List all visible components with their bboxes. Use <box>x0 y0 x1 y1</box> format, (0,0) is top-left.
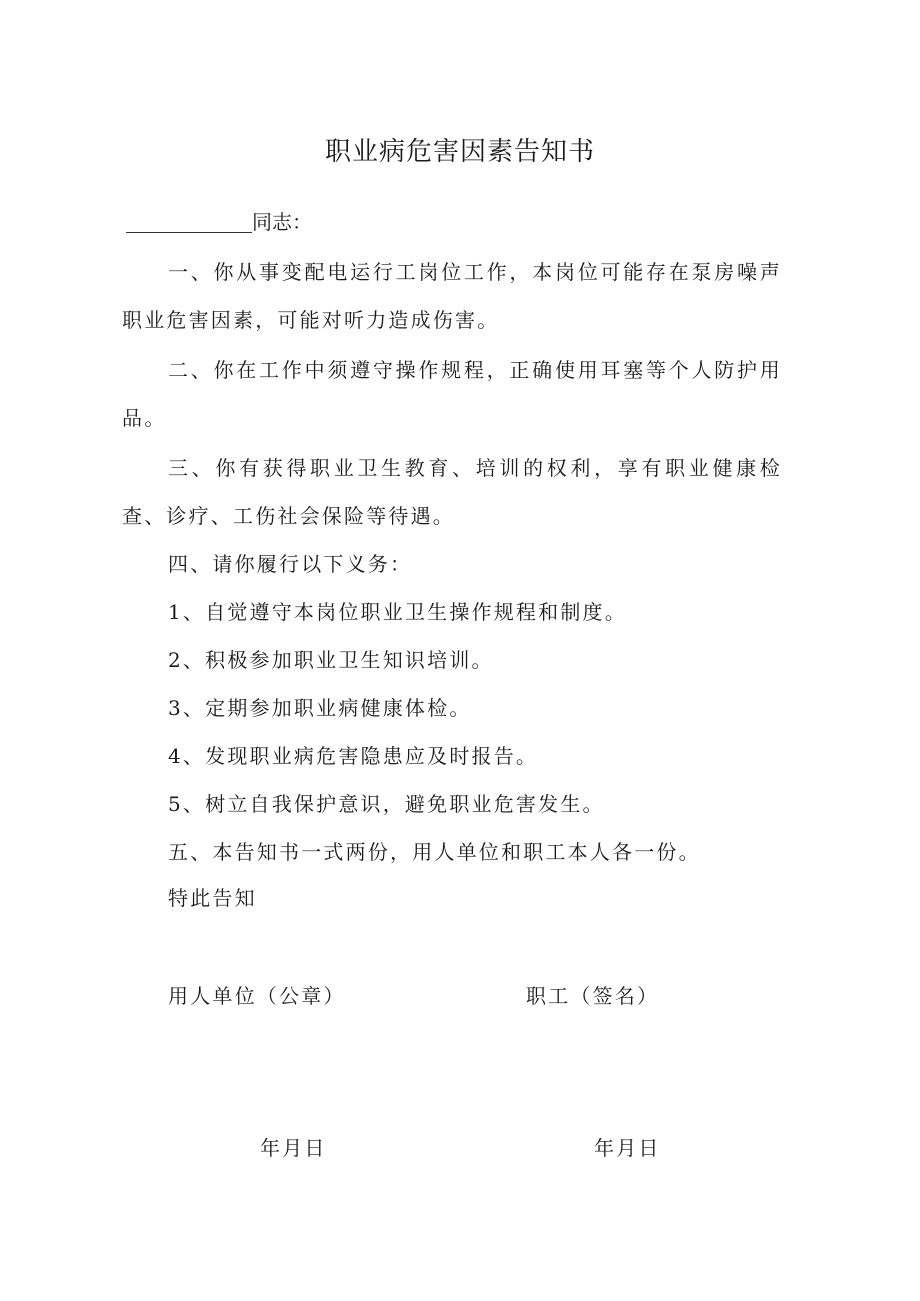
obligation-item-2: 2、积极参加职业卫生知识培训。 <box>168 648 494 672</box>
employee-date: 年月日 <box>594 1136 661 1160</box>
obligation-item-1: 1、自觉遵守本岗位职业卫生操作规程和制度。 <box>168 600 627 624</box>
paragraph-item-three: 三、你有获得职业卫生教育、培训的权利，享有职业健康检查、诊疗、工伤社会保险等待遇。 <box>122 456 782 528</box>
obligations-heading: 四、请你履行以下义务： <box>168 552 413 576</box>
salutation-suffix: 同志： <box>252 210 312 234</box>
paragraph-item-one: 一、你从事变配电运行工岗位工作，本岗位可能存在泵房噪声职业危害因素，可能对听力造成伤害。 <box>122 260 782 332</box>
employer-seal-label: 用人单位（公章） <box>168 984 346 1008</box>
obligation-item-5: 5、树立自我保护意识，避免职业危害发生。 <box>168 792 605 816</box>
document-title: 职业病危害因素告知书 <box>324 137 595 167</box>
closing-text: 特此告知 <box>168 886 257 910</box>
employee-signature-label: 职工（签名） <box>526 984 660 1008</box>
name-blank-line <box>126 208 252 233</box>
obligation-item-3: 3、定期参加职业病健康体检。 <box>168 696 472 720</box>
employer-date: 年月日 <box>260 1136 327 1160</box>
salutation <box>126 204 312 240</box>
obligation-item-4: 4、发现职业病危害隐患应及时报告。 <box>168 744 539 768</box>
paragraph-item-five: 五、本告知书一式两份，用人单位和职工本人各一份。 <box>168 840 701 864</box>
paragraph-item-two: 二、你在工作中须遵守操作规程，正确使用耳塞等个人防护用品。 <box>122 358 782 430</box>
